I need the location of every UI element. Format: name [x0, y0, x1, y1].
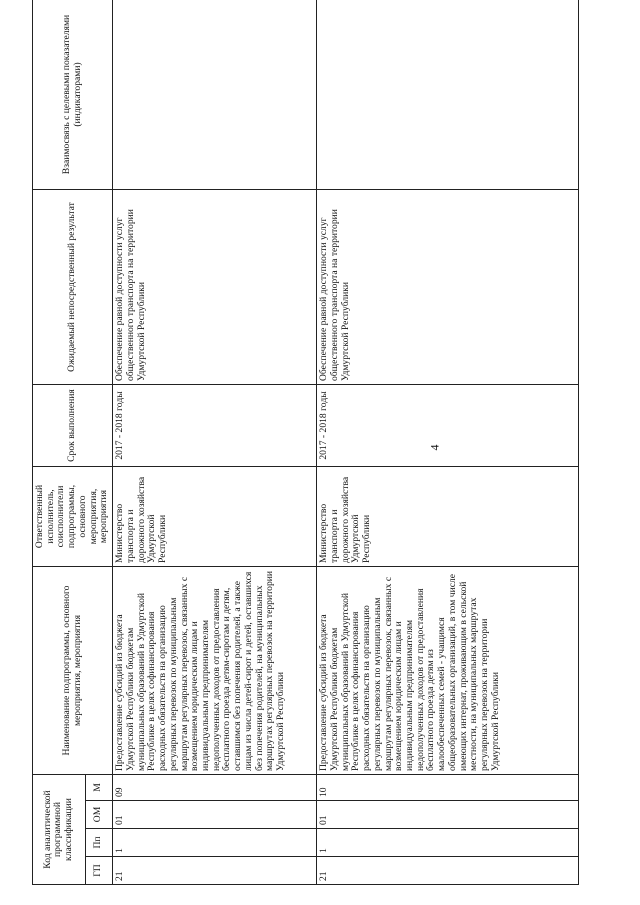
cell-name: Предоставление субсидий из бюджета Удмуртской Республики бюджетам муниципальных образований в Удмуртской Республике в целях софинансирования расходных обязательств на организацию регулярных перевозок по муниципальным маршрутам регулярных перевозок, связанных с возмещением юридическим лицам и индивидуальным предпринимателям недополученных доходов от предоставления бесплатного проезда детям-сиротам и детям, оставшимся без попечения родителей, а также лицам из числа детей-сирот и детей, оставшихся без попечения родителей, на муниципальных маршрутах регулярных перевозок на территории Удмуртской Республики: [113, 567, 317, 775]
cell-gp: 21: [317, 857, 579, 885]
header-row-1: [33, 0, 86, 885]
header-code-pp: Пп: [85, 829, 113, 857]
cell-result: Обеспечение равной доступности услуг общественного транспорта на территории Удмуртской Республики: [317, 190, 579, 385]
header-link: Взаимосвязь с целевыми показателями (индикаторами): [33, 0, 113, 190]
cell-term: 2017 - 2018 годы: [113, 385, 317, 467]
program-table: [32, 0, 579, 885]
cell-executor: Министерство транспорта и дорожного хозяйства Удмуртской Республики: [113, 467, 317, 567]
cell-term: 2017 - 2018 годы: [317, 385, 579, 467]
table-row: [113, 0, 317, 885]
page-number: 4: [427, 444, 442, 451]
header-executor: Ответственный исполнитель, соисполнители подпрограммы, основного мероприятия, мероприятия: [33, 467, 113, 567]
cell-executor: Министерство транспорта и дорожного хозяйства Удмуртской Республики: [317, 467, 579, 567]
header-code-om: ОМ: [85, 801, 113, 829]
header-code-m: М: [85, 775, 113, 801]
cell-link: [113, 0, 317, 190]
cell-om: 01: [317, 801, 579, 829]
cell-link: [317, 0, 579, 190]
cell-gp: 21: [113, 857, 317, 885]
header-name: Наименование подпрограммы, основного мероприятия, мероприятия: [33, 567, 113, 775]
rotated-table-wrapper: [32, 0, 562, 885]
cell-om: 01: [113, 801, 317, 829]
header-code-group: Код аналитической программной классификации: [33, 775, 86, 885]
cell-pp: 1: [113, 829, 317, 857]
cell-m: 09: [113, 775, 317, 801]
header-term: Срок выполнения: [33, 385, 113, 467]
cell-result: Обеспечение равной доступности услуг общественного транспорта на территории Удмуртской Республики: [113, 190, 317, 385]
cell-name: Предоставление субсидий из бюджета Удмуртской Республики бюджетам муниципальных образований в Удмуртской Республике в целях софинансирования расходных обязательств на организацию регулярных перевозок по муниципальным маршрутам регулярных перевозок, связанных с возмещением юридическим лицам и индивидуальным предпринимателям недополученных доходов от предоставления бесплатного проезда детям из малообеспеченных семей - учащимся общеобразовательных организаций, в том числе имеющих интернат, проживающим в сельской местности, на муниципальных маршрутах регулярных перевозок на территории Удмуртской Республики: [317, 567, 579, 775]
header-code-gp: ГП: [85, 857, 113, 885]
cell-m: 10: [317, 775, 579, 801]
table-row: [317, 0, 579, 885]
header-result: Ожидаемый непосредственный результат: [33, 190, 113, 385]
cell-pp: 1: [317, 829, 579, 857]
